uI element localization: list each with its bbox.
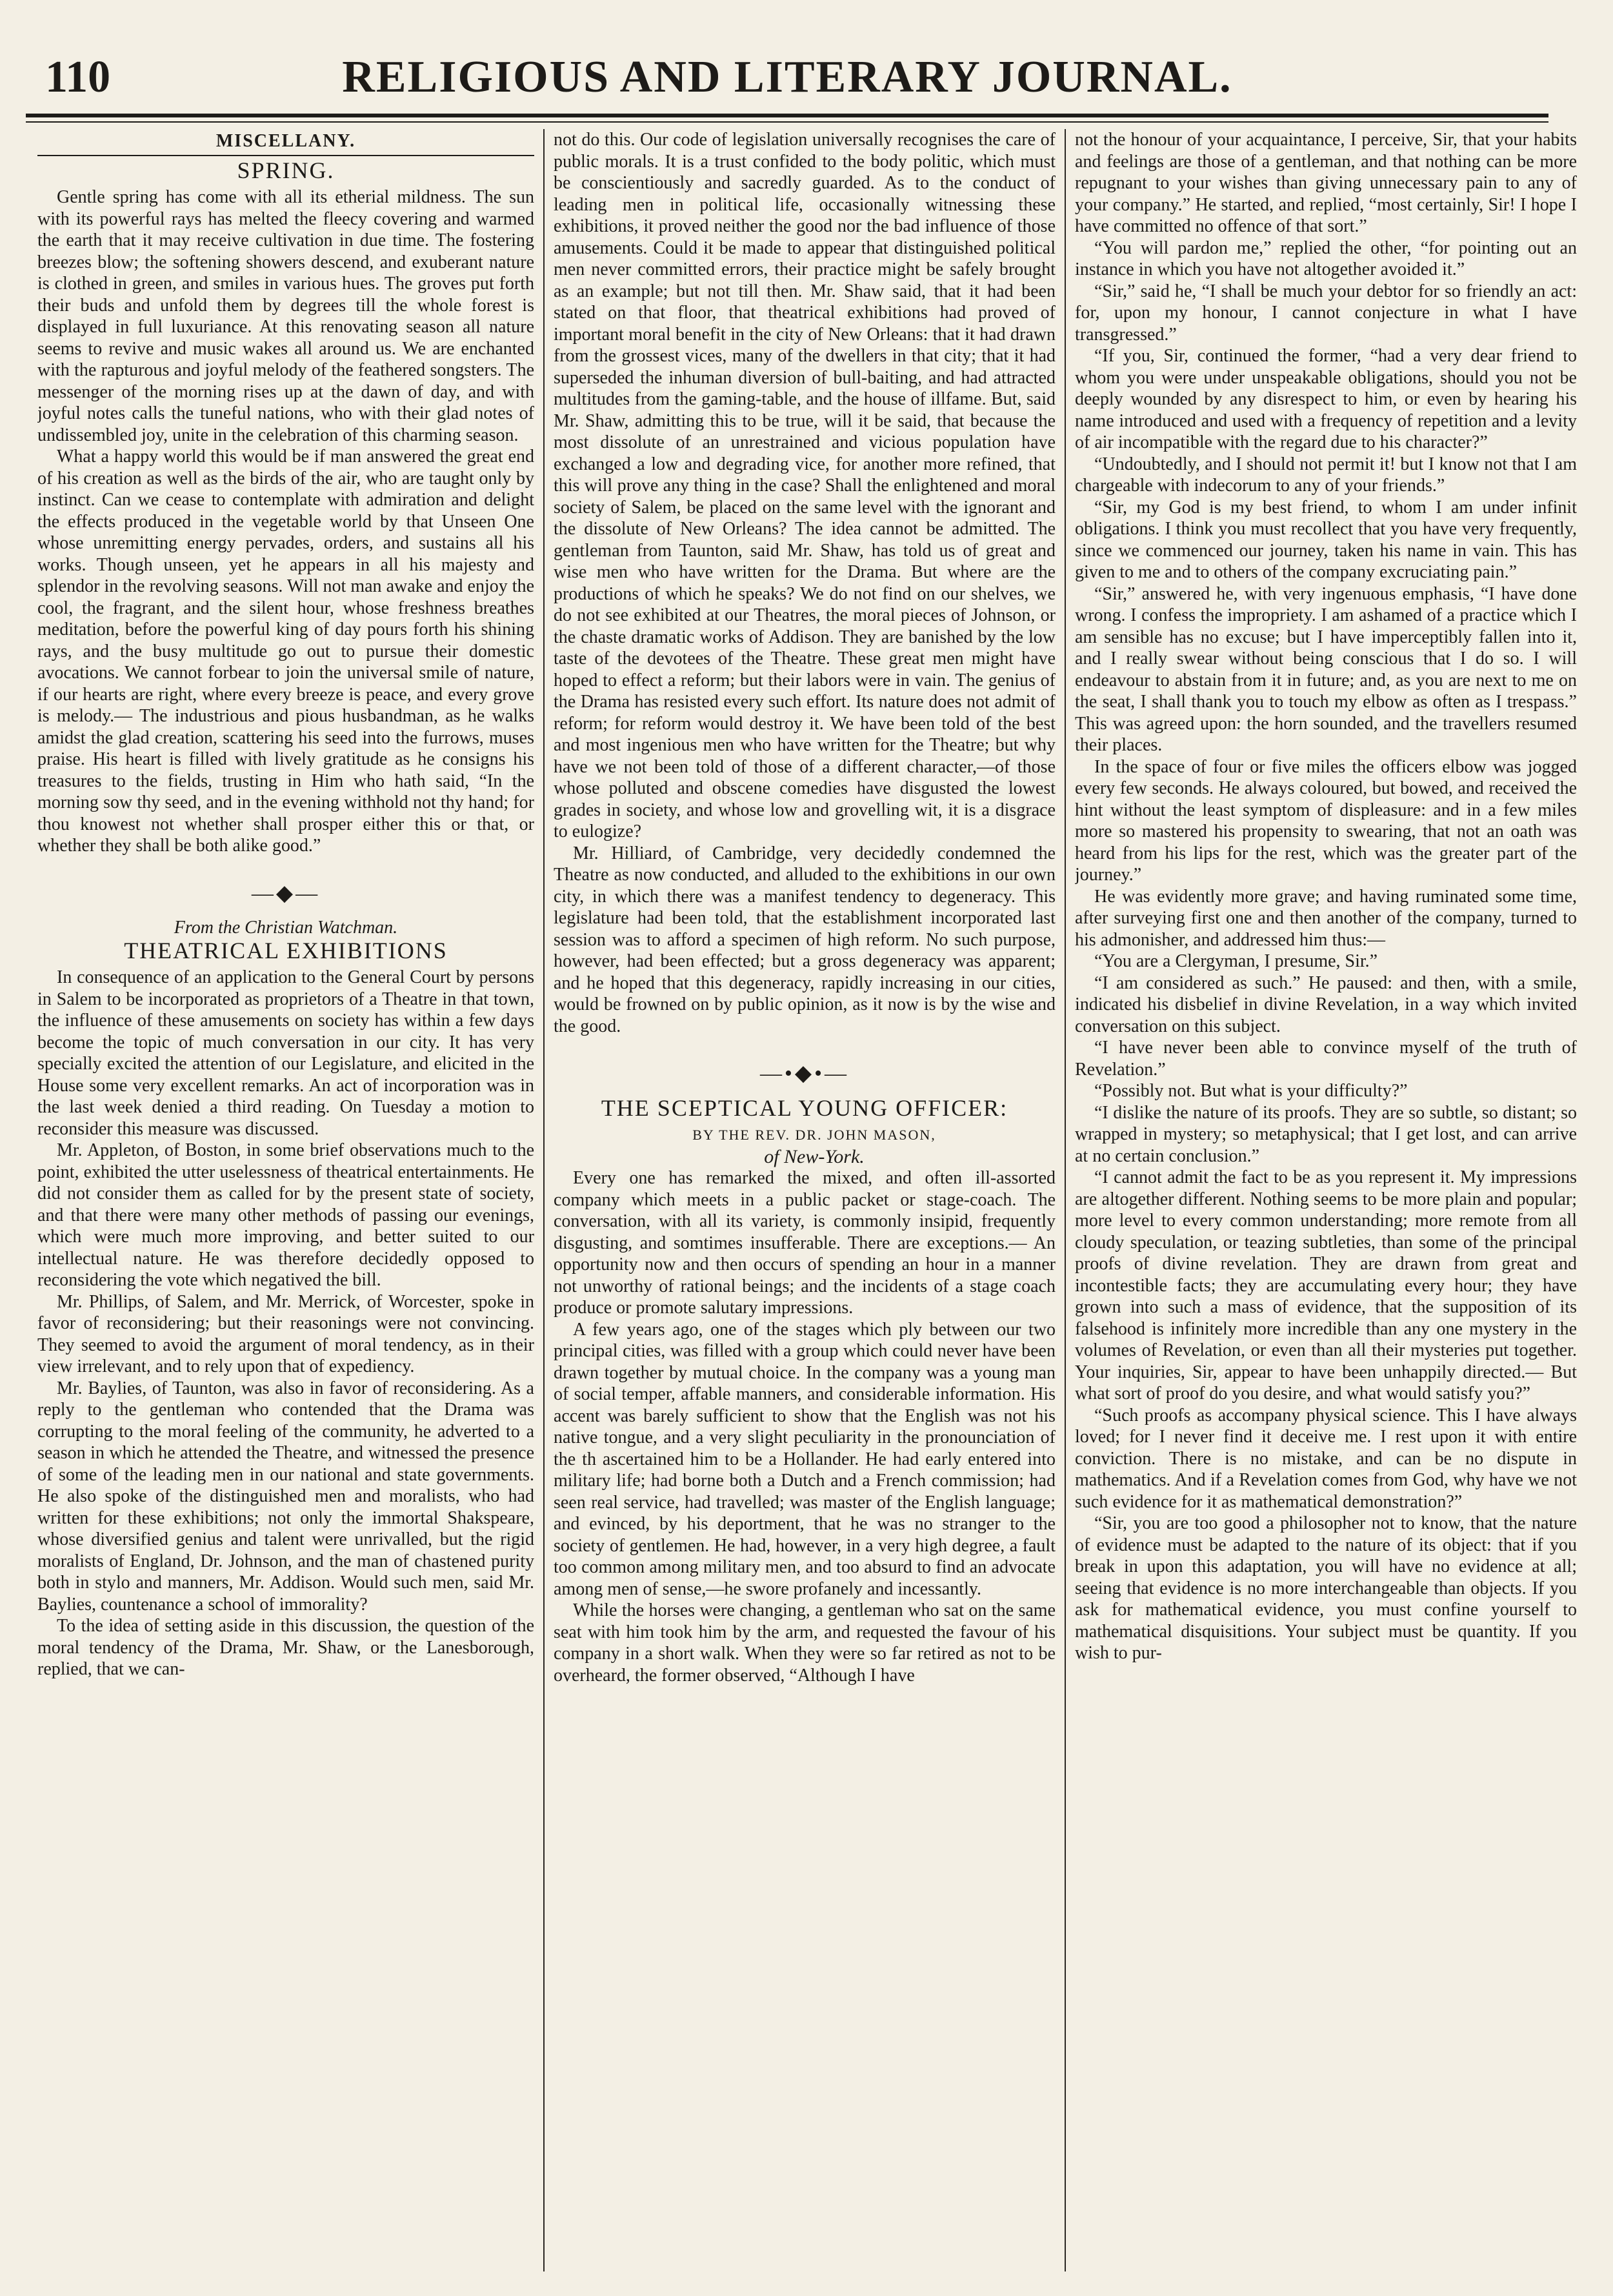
journal-title: RELIGIOUS AND LITERARY JOURNAL.: [342, 52, 1232, 102]
paragraph: “I cannot admit the fact to be as you represent it. My impressions are altogether different. Nothing seems to be more plain and popular; more level to every common understanding; more remote from all cloudy speculation, or teazing subtleties, than some of the principal proofs of divine revelation. They are drawn from great and incontestible facts; they are accumulating every hour; they have grown into such a mass of evidence, that the supposition of its falsehood is infinitely more incredible than any one mystery in the volumes of Revelation, or even than all their mysteries put together. Your inquiries, Sir, appear to have been unhappily directed.— But what sort of proof do you desire, and what would satisfy you?”: [1075, 1167, 1577, 1404]
header-rule-thin: [26, 121, 1548, 123]
article-byline-place: of New-York.: [764, 1145, 865, 1167]
article-title-officer: THE SCEPTICAL YOUNG OFFICER:: [601, 1094, 1008, 1121]
paragraph: “I dislike the nature of its proofs. They are so subtle, so distant; so wrapped in mystery; so metaphysical; that I get lost, and can arrive at no certain conclusion.”: [1075, 1102, 1577, 1166]
paragraph: Every one has remarked the mixed, and often ill-assorted company which meets in a public packet or stage-coach. The conversation, with all its variety, is commonly insipid, frequently disgusting, and somtimes insufferable. There are exceptions.— An opportunity now and then occurs of spending an hour in a manner not unworthy of rational beings; and the incidents of a stage coach produce or promote salutary impressions.: [554, 1168, 1056, 1318]
paragraph: He was evidently more grave; and having ruminated some time, after surveying first one and then another of the company, turned to his admonisher, and addressed him thus:—: [1075, 886, 1577, 950]
paragraph: Mr. Phillips, of Salem, and Mr. Merrick, of Worcester, spoke in favor of reconsidering; but their reasonings were not convincing. They seemed to avoid the argument of moral tendency, as in their view irrelevant, and to rely upon that of expediency.: [37, 1291, 534, 1376]
paragraph: not do this. Our code of legislation universally recognises the care of public morals. It is a trust confided to the body politic, which must be conscientiously and sacredly guarded. As to the conduct of leading men in political life, occasionally witnessing these exhibitions, it proved neither the good nor the bad influence of those amusements. Could it be made to appear that distinguished political men never committed errors, their practice might be safely brought as an example; but not till then. Mr. Shaw said, that it had been stated on that floor, that theatrical exhibitions had proved of important moral benefit in the city of New Orleans: that it had drawn from the grossest vices, many of the dwellers in that city; that it had superseded the inhuman diversion of bull-baiting, and had attracted multitudes from the gaming-table, and the house of illfame. But, said Mr. Shaw, admitting this to be true, will it be said, that because the most dissolute of an unrestrained and vicious population have exchanged a low and degrading vice, for another more refined, that this will prove any thing in the case? Shall the enlightened and moral society of Salem, be placed on the same level with the ignorant and the dissolute of New Orleans? The idea cannot be admitted. The gentleman from Taunton, said Mr. Shaw, has told us of great and wise men who have written for the Drama. But where are the productions of which he speaks? We do not find on our shelves, we do not see exhibited at our Theatres, the moral pieces of Johnson, or the chaste dramatic works of Addison. They are banished by the low taste of the devotees of the Theatre. These great men might have hoped to effect a reform; but their labors were in vain. The genius of the Drama has resisted every such effort. Its nature does not admit of reform; for reform would destroy it. We have been told of the best and most ingenious men who have written for the Theatre; but why have we not been told of those of a different character,—of those whose polluted and obscene comedies have disgusted the lowest grades in society, and whose low and grovelling wit, it is a disgrace to eulogize?: [554, 130, 1056, 841]
paragraph: not the honour of your acquaintance, I perceive, Sir, that your habits and feelings are those of a gentleman, and that nothing can be more repugnant to your wishes than giving unnecessary pain to any of your company.” He started, and replied, “most certainly, Sir! I hope I have committed no offence of that sort.”: [1075, 130, 1577, 236]
paragraph: “Undoubtedly, and I should not permit it! but I know not that I am chargeable with indecorum to any of your friends.”: [1075, 454, 1577, 496]
paragraph: “You will pardon me,” replied the other, “for pointing out an instance in which you have not altogether avoided it.”: [1075, 237, 1577, 279]
column-2: [554, 129, 1056, 2265]
paragraph: Mr. Baylies, of Taunton, was also in favor of reconsidering. As a reply to the gentleman who contended that the Drama was corrupting to the moral feeling of the community, he adverted to a season in which he attended the Theatre, and witnessed the presence of some of the leading men in our national and state governments. He also spoke of the distinguished men and moralists, who had written for these exhibitions; not only the immortal Shakspeare, whose diversified genius and talent were unrivalled, but the rigid moralists of England, Dr. Johnson, and the man of chastened purity both in stylo and manners, Mr. Addison. Would such men, said Mr. Baylies, countenance a school of immorality?: [37, 1378, 534, 1615]
ornament-divider: —•◆•—: [760, 1062, 849, 1085]
page-header: [26, 46, 1548, 108]
article-byline: BY THE REV. DR. JOHN MASON,: [692, 1127, 936, 1143]
paragraph: To the idea of setting aside in this discussion, the question of the moral tendency of the Drama, Mr. Shaw, or the Lanesborough, replied, that we can-: [37, 1616, 534, 1679]
paragraph: “Possibly not. But what is your difficulty?”: [1094, 1081, 1408, 1101]
paragraph: “I am considered as such.” He paused: and then, with a smile, indicated his disbelief in divine Revelation, in a way which invited conversation on this subject.: [1075, 972, 1577, 1036]
article-title-spring: SPRING.: [237, 157, 335, 183]
paragraph: “I have never been able to convince myself of the truth of Revelation.”: [1075, 1038, 1577, 1080]
article-source: From the Christian Watchman.: [174, 918, 398, 938]
column-divider: [543, 129, 545, 2271]
section-rule: [37, 155, 534, 156]
paragraph: Mr. Hilliard, of Cambridge, very decidedly condemned the Theatre as now conducted, and alluded to the exhibitions in our own city, in which there was a manifest tendency to degeneracy. This legislature had been told, that the establishment incorporated last session was to afford a specimen of high reform. No such purpose, however, had been effected; but a gross degeneracy was apparent; and he hoped that this degeneracy, rapidly increasing in our cities, would be frowned on by public opinion, as it now is by the wise and the good.: [554, 843, 1056, 1036]
paragraph: “Sir,” answered he, with very ingenuous emphasis, “I have done wrong. I confess the impropriety. I am ashamed of a practice which I am sensible has no excuse; but I have imperceptibly fallen into it, and I really swear without being conscious that I do so. I will endeavour to abstain from it in future; and, as you are next to me on the seat, I shall thank you to touch my elbow as often as I trespass.” This was agreed upon: the horn sounded, and the travellers resumed their places.: [1075, 583, 1577, 755]
column-1: [37, 129, 534, 2265]
ornament-divider: —◆—: [251, 881, 321, 905]
paragraph: A few years ago, one of the stages which ply between our two principal cities, was filled with a group which could never have been drawn together by mutual choice. In the company was a young man of social temper, affable manners, and considerable information. His accent was barely sufficient to show that the English was not his native tongue, and a very slight peculiarity in the pronounciation of the th ascertained him to be a Hollander. He had early entered into military life; had borne both a Dutch and a French commission; had seen real service, had travelled; was master of the English language; and evinced, by his deportment, that he was no stranger to the society of gentlemen. He had, however, in a very high degree, a fault too common among military men, and too absurd to find an advocate among men of sense,—he swore profanely and incessantly.: [554, 1319, 1056, 1599]
paragraph: “Sir, you are too good a philosopher not to know, that the nature of evidence must be adapted to the nature of its object: that if you break in upon this adaptation, you will have no evidence at all; seeing that evidence is no more interchangeable than objects. If you ask for mathematical evidence, you must confine yourself to mathematical disquisitions. Your subject must be quantity. If you wish to pur-: [1075, 1513, 1577, 1663]
paragraph: “Sir,” said he, “I shall be much your debtor for so friendly an act: for, upon my honour, I cannot conjecture in what I have transgressed.”: [1075, 281, 1577, 345]
column-divider: [1065, 129, 1066, 2271]
paragraph: What a happy world this would be if man answered the great end of his creation as well as the birds of the air, who are taught only by instinct. Can we cease to contemplate with admiration and delight the effects produced in the vegetable world by that Unseen One whose unremitting energy pervades, orders, and sustains all his works. Though unseen, yet he appears in all his majesty and splendor in the revolving seasons. Will not man awake and enjoy the cool, the fragrant, and the silent hour, whose freshness breathes meditation, before the powerful king of day pours forth his shining rays, and the busy multitude go out to pursue their domestic avocations. We cannot forbear to join the universal smile of nature, if our hearts are right, where every breeze is peace, and every grove is melody.— The industrious and pious husbandman, as he walks amidst the glad creation, scattering his seed into the furrows, muses praise. His heart is filled with lively gratitude as he consigns his treasures to the fields, trusting in Him who hath said, “In the morning sow thy seed, and in the evening withhold not thy hand; for thou knowest not whether shall prosper either this or that, or whether they shall be both alike good.”: [37, 447, 534, 856]
header-rule: [26, 114, 1548, 117]
column-3: [1075, 129, 1577, 2265]
paragraph: While the horses were changing, a gentleman who sat on the same seat with him took him by the arm, and requested the favour of his company in a short walk. When they were so far retired as not to be overheard, the former observed, “Although I have: [554, 1600, 1056, 1686]
section-label: MISCELLANY.: [215, 131, 356, 151]
paragraph: Gentle spring has come with all its etherial mildness. The sun with its powerful rays has melted the fleecy covering and warmed the earth that it may receive cultivation in due time. The fostering breezes blow; the softening showers descend, and exuberant nature is clothed in green, and smiles in various hues. The groves put forth their buds and unfold them by degrees till the whole forest is displayed in full luxuriance. At this renovating season all nature seems to revive and music wakes all around us. We are enchanted with the rapturous and joyful melody of the feathered songsters. The messenger of the morning rises up at the dawn of day, and with joyful notes calls the tuneful nations, who with their glad notes of undissembled joy, unite in the celebration of this charming season.: [37, 187, 534, 445]
paragraph: In consequence of an application to the General Court by persons in Salem to be incorporated as proprietors of a Theatre in that town, the influence of these amusements on society has within a few days become the topic of much conversation in our city. It has very specially excited the attention of our Legislature, and elicited in the House some very excellent remarks. An act of incorporation was in the last week denied a third reading. On Tuesday a motion to reconsider this measure was discussed.: [37, 967, 534, 1139]
paragraph: “Sir, my God is my best friend, to whom I am under infinit obligations. I think you must recollect that you have very frequently, since we commenced our journey, taken his name in vain. This has given to me and to others of the company excruciating pain.”: [1075, 497, 1577, 582]
page-number: 110: [45, 52, 111, 102]
paragraph: “You are a Clergyman, I presume, Sir.”: [1094, 951, 1378, 971]
article-title-theatrical: THEATRICAL EXHIBITIONS: [124, 937, 448, 963]
paragraph: “Such proofs as accompany physical science. This I have always loved; for I never find it deceive me. I rest upon it with entire conviction. There is no mistake, and can be no dispute in mathematics. And if a Revelation comes from God, why have we not such evidence for it as mathematical demonstration?”: [1075, 1405, 1577, 1512]
paragraph: In the space of four or five miles the officers elbow was jogged every few seconds. He always coloured, but bowed, and received the hint without the least symptom of displeasure: and in a few miles more so mastered his propensity to swearing, that not an oath was heard from his lips for the rest, which was the greater part of the journey.”: [1075, 756, 1577, 885]
paragraph: “If you, Sir, continued the former, “had a very dear friend to whom you were under unspeakable obligations, should you not be deeply wounded by any disrespect to him, or even by hearing his name introduced and used with a frequency of repetition and a levity of air incompatible with the regard due to his character?”: [1075, 346, 1577, 452]
paragraph: Mr. Appleton, of Boston, in some brief observations much to the point, exhibited the utter uselessness of theatrical entertainments. He did not consider them as called for by the present state of society, and that there were many other methods of passing our evenings, which were much more improving, and better suited to our intellectual nature. He was therefore decidedly opposed to reconsidering the vote which negatived the bill.: [37, 1140, 534, 1290]
